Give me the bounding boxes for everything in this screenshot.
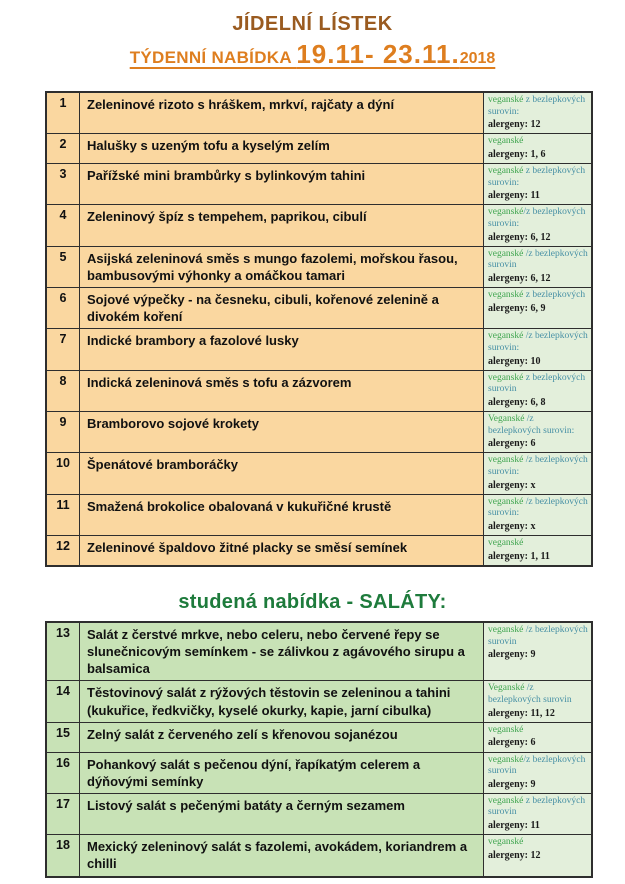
row-number: 13 bbox=[46, 622, 80, 681]
table-row bbox=[46, 536, 592, 566]
vegan-label: veganské bbox=[488, 455, 524, 466]
vegan-label: veganské bbox=[488, 496, 524, 507]
allergens-value: alergeny: 6, 8 bbox=[488, 396, 546, 408]
glutenfree-label: /z bezlepkových surovin bbox=[488, 248, 588, 271]
weekly-menu-table bbox=[45, 91, 593, 567]
glutenfree-label: /z bezlepkových surovin: bbox=[488, 414, 575, 436]
row-number: 1 bbox=[46, 92, 80, 134]
document-header bbox=[0, 0, 625, 70]
row-number: 10 bbox=[46, 453, 80, 494]
dish-name: Indická zeleninová směs s tofu a zázvorem bbox=[80, 370, 484, 411]
vegan-label: Veganské bbox=[488, 683, 525, 694]
allergen-cell bbox=[484, 288, 593, 329]
allergen-cell bbox=[484, 329, 593, 370]
table-row bbox=[46, 622, 592, 681]
salads-table bbox=[45, 621, 593, 878]
glutenfree-label: z bezlepkových bbox=[523, 290, 586, 301]
allergens-value: alergeny: 11, 12 bbox=[488, 707, 555, 719]
vegan-label: veganské bbox=[488, 166, 524, 177]
allergens-value: alergeny: 9 bbox=[488, 649, 536, 661]
allergens-value: alergeny: 11 bbox=[488, 190, 540, 202]
dish-name: Bramborovo sojové krokety bbox=[80, 412, 484, 453]
dish-name: Pohankový salát s pečenou dýní, řapíkatým celerem a dýňovými semínky bbox=[80, 752, 484, 793]
dish-name: Asijská zeleninová směs s mungo fazolemi, mořskou řasou, bambusovými výhonky a omáčkou tamari bbox=[80, 246, 484, 287]
vegan-label: veganské bbox=[488, 290, 524, 301]
vegan-label: veganské bbox=[488, 207, 524, 218]
glutenfree-label: /z bezlepkových surovin bbox=[488, 683, 572, 705]
table-row bbox=[46, 370, 592, 411]
glutenfree-label: /z bezlepkových surovin bbox=[488, 754, 586, 777]
allergens-value: alergeny: 1, 6 bbox=[488, 148, 546, 160]
allergens-value: alergeny: 6 bbox=[488, 737, 536, 749]
dish-name: Pařížské mini brambůrky s bylinkovým tahini bbox=[80, 164, 484, 205]
glutenfree-label: /z bezlepkových surovin: bbox=[488, 496, 588, 519]
allergens-value: alergeny: 11 bbox=[488, 820, 540, 832]
vegan-label: veganské bbox=[488, 754, 524, 765]
vegan-label: veganské bbox=[488, 248, 524, 259]
table-row bbox=[46, 722, 592, 752]
allergen-cell bbox=[484, 681, 593, 722]
allergen-cell bbox=[484, 370, 593, 411]
allergen-cell bbox=[484, 246, 593, 287]
table-row bbox=[46, 681, 592, 722]
glutenfree-label: /z bezlepkových surovin bbox=[488, 624, 588, 647]
allergen-cell bbox=[484, 835, 593, 877]
dish-name: Indické brambory a fazolové lusky bbox=[80, 329, 484, 370]
row-number: 6 bbox=[46, 288, 80, 329]
table-row bbox=[46, 164, 592, 205]
vegan-label: veganské bbox=[488, 538, 524, 549]
allergens-value: alergeny: 1, 11 bbox=[488, 550, 550, 562]
allergens-value: alergeny: 6 bbox=[488, 438, 536, 450]
allergens-value: alergeny: x bbox=[488, 479, 536, 491]
row-number: 5 bbox=[46, 246, 80, 287]
row-number: 12 bbox=[46, 536, 80, 566]
vegan-label: veganské bbox=[488, 795, 524, 806]
page-title: JÍDELNÍ LÍSTEK bbox=[232, 13, 393, 35]
row-number: 9 bbox=[46, 412, 80, 453]
weekly-menu-table-body bbox=[46, 92, 592, 566]
vegan-label: veganské bbox=[488, 624, 524, 635]
vegan-label: veganské bbox=[488, 837, 524, 848]
allergen-cell bbox=[484, 722, 593, 752]
table-row bbox=[46, 752, 592, 793]
subtitle-year: 2018 bbox=[459, 50, 496, 67]
allergens-value: alergeny: 6, 12 bbox=[488, 272, 551, 284]
dish-name: Sojové výpečky - na česneku, cibuli, kořenové zelenině a divokém koření bbox=[80, 288, 484, 329]
table-row bbox=[46, 246, 592, 287]
table-row bbox=[46, 494, 592, 535]
row-number: 16 bbox=[46, 752, 80, 793]
subtitle-date-range: 19.11- 23.11. bbox=[296, 39, 460, 69]
allergen-cell bbox=[484, 164, 593, 205]
row-number: 4 bbox=[46, 205, 80, 246]
subtitle bbox=[0, 39, 625, 70]
dish-name: Listový salát s pečenými batáty a černým sezamem bbox=[80, 793, 484, 834]
dish-name: Mexický zeleninový salát s fazolemi, avokádem, koriandrem a chilli bbox=[80, 835, 484, 877]
allergens-value: alergeny: 10 bbox=[488, 355, 541, 367]
allergens-value: alergeny: 6, 12 bbox=[488, 231, 551, 243]
allergens-value: alergeny: 9 bbox=[488, 778, 536, 790]
allergens-value: alergeny: 12 bbox=[488, 119, 541, 131]
dish-name: Smažená brokolice obalovaná v kukuřičné krustě bbox=[80, 494, 484, 535]
allergen-cell bbox=[484, 622, 593, 681]
glutenfree-label: /z bezlepkových surovin: bbox=[488, 207, 586, 230]
allergen-cell bbox=[484, 453, 593, 494]
table-row bbox=[46, 134, 592, 164]
subtitle-underline bbox=[129, 39, 496, 69]
dish-name: Salát z čerstvé mrkve, nebo celeru, nebo červené řepy se slunečnicovým semínkem - se zálivkou z agávového sirupu a balsamica bbox=[80, 622, 484, 681]
glutenfree-label: /z bezlepkových surovin: bbox=[488, 455, 588, 478]
allergens-value: alergeny: x bbox=[488, 520, 536, 532]
dish-name: Zeleninový špíz s tempehem, paprikou, cibulí bbox=[80, 205, 484, 246]
allergen-cell bbox=[484, 412, 593, 453]
dish-name: Špenátové bramboráčky bbox=[80, 453, 484, 494]
allergen-cell bbox=[484, 494, 593, 535]
vegan-label: veganské bbox=[488, 95, 524, 105]
table-row bbox=[46, 288, 592, 329]
row-number: 17 bbox=[46, 793, 80, 834]
table-row bbox=[46, 329, 592, 370]
table-row bbox=[46, 793, 592, 834]
table-row bbox=[46, 835, 592, 877]
row-number: 14 bbox=[46, 681, 80, 722]
salads-section-heading: studená nabídka - SALÁTY: bbox=[178, 590, 447, 613]
subtitle-label: TÝDENNÍ NABÍDKA bbox=[129, 48, 297, 67]
row-number: 3 bbox=[46, 164, 80, 205]
row-number: 15 bbox=[46, 722, 80, 752]
allergen-cell bbox=[484, 536, 593, 566]
glutenfree-label: z bezlepkových surovin bbox=[488, 795, 586, 818]
vegan-label: veganské bbox=[488, 372, 524, 383]
dish-name: Zeleninové rizoto s hráškem, mrkví, rajčaty a dýní bbox=[80, 92, 484, 134]
allergens-value: alergeny: 6, 9 bbox=[488, 302, 546, 314]
vegan-label: veganské bbox=[488, 724, 524, 735]
table-row bbox=[46, 453, 592, 494]
glutenfree-label: z bezlepkových surovin: bbox=[488, 166, 586, 188]
allergen-cell bbox=[484, 793, 593, 834]
dish-name: Těstovinový salát z rýžových těstovin se zeleninou a tahini (kukuřice, ředkvičky, kyselé okurky, kapie, jarní cibulka) bbox=[80, 681, 484, 722]
dish-name: Halušky s uzeným tofu a kyselým zelím bbox=[80, 134, 484, 164]
salads-table-body bbox=[46, 622, 592, 877]
table-row bbox=[46, 92, 592, 134]
allergen-cell bbox=[484, 205, 593, 246]
row-number: 18 bbox=[46, 835, 80, 877]
allergens-value: alergeny: 12 bbox=[488, 849, 541, 861]
row-number: 8 bbox=[46, 370, 80, 411]
vegan-label: veganské bbox=[488, 331, 524, 342]
allergen-cell bbox=[484, 134, 593, 164]
row-number: 11 bbox=[46, 494, 80, 535]
dish-name: Zeleninové špaldovo žitné placky se směsí semínek bbox=[80, 536, 484, 566]
allergen-cell bbox=[484, 92, 593, 134]
table-row bbox=[46, 205, 592, 246]
row-number: 2 bbox=[46, 134, 80, 164]
vegan-label: veganské bbox=[488, 136, 524, 147]
glutenfree-label: z bezlepkových surovin bbox=[488, 372, 586, 395]
glutenfree-label: /z bezlepkových surovin: bbox=[488, 331, 588, 354]
glutenfree-label: z bezlepkových surovin: bbox=[488, 95, 586, 117]
vegan-label: Veganské bbox=[488, 414, 525, 425]
row-number: 7 bbox=[46, 329, 80, 370]
dish-name: Zelný salát z červeného zelí s křenovou sojanézou bbox=[80, 722, 484, 752]
allergen-cell bbox=[484, 752, 593, 793]
table-row bbox=[46, 412, 592, 453]
